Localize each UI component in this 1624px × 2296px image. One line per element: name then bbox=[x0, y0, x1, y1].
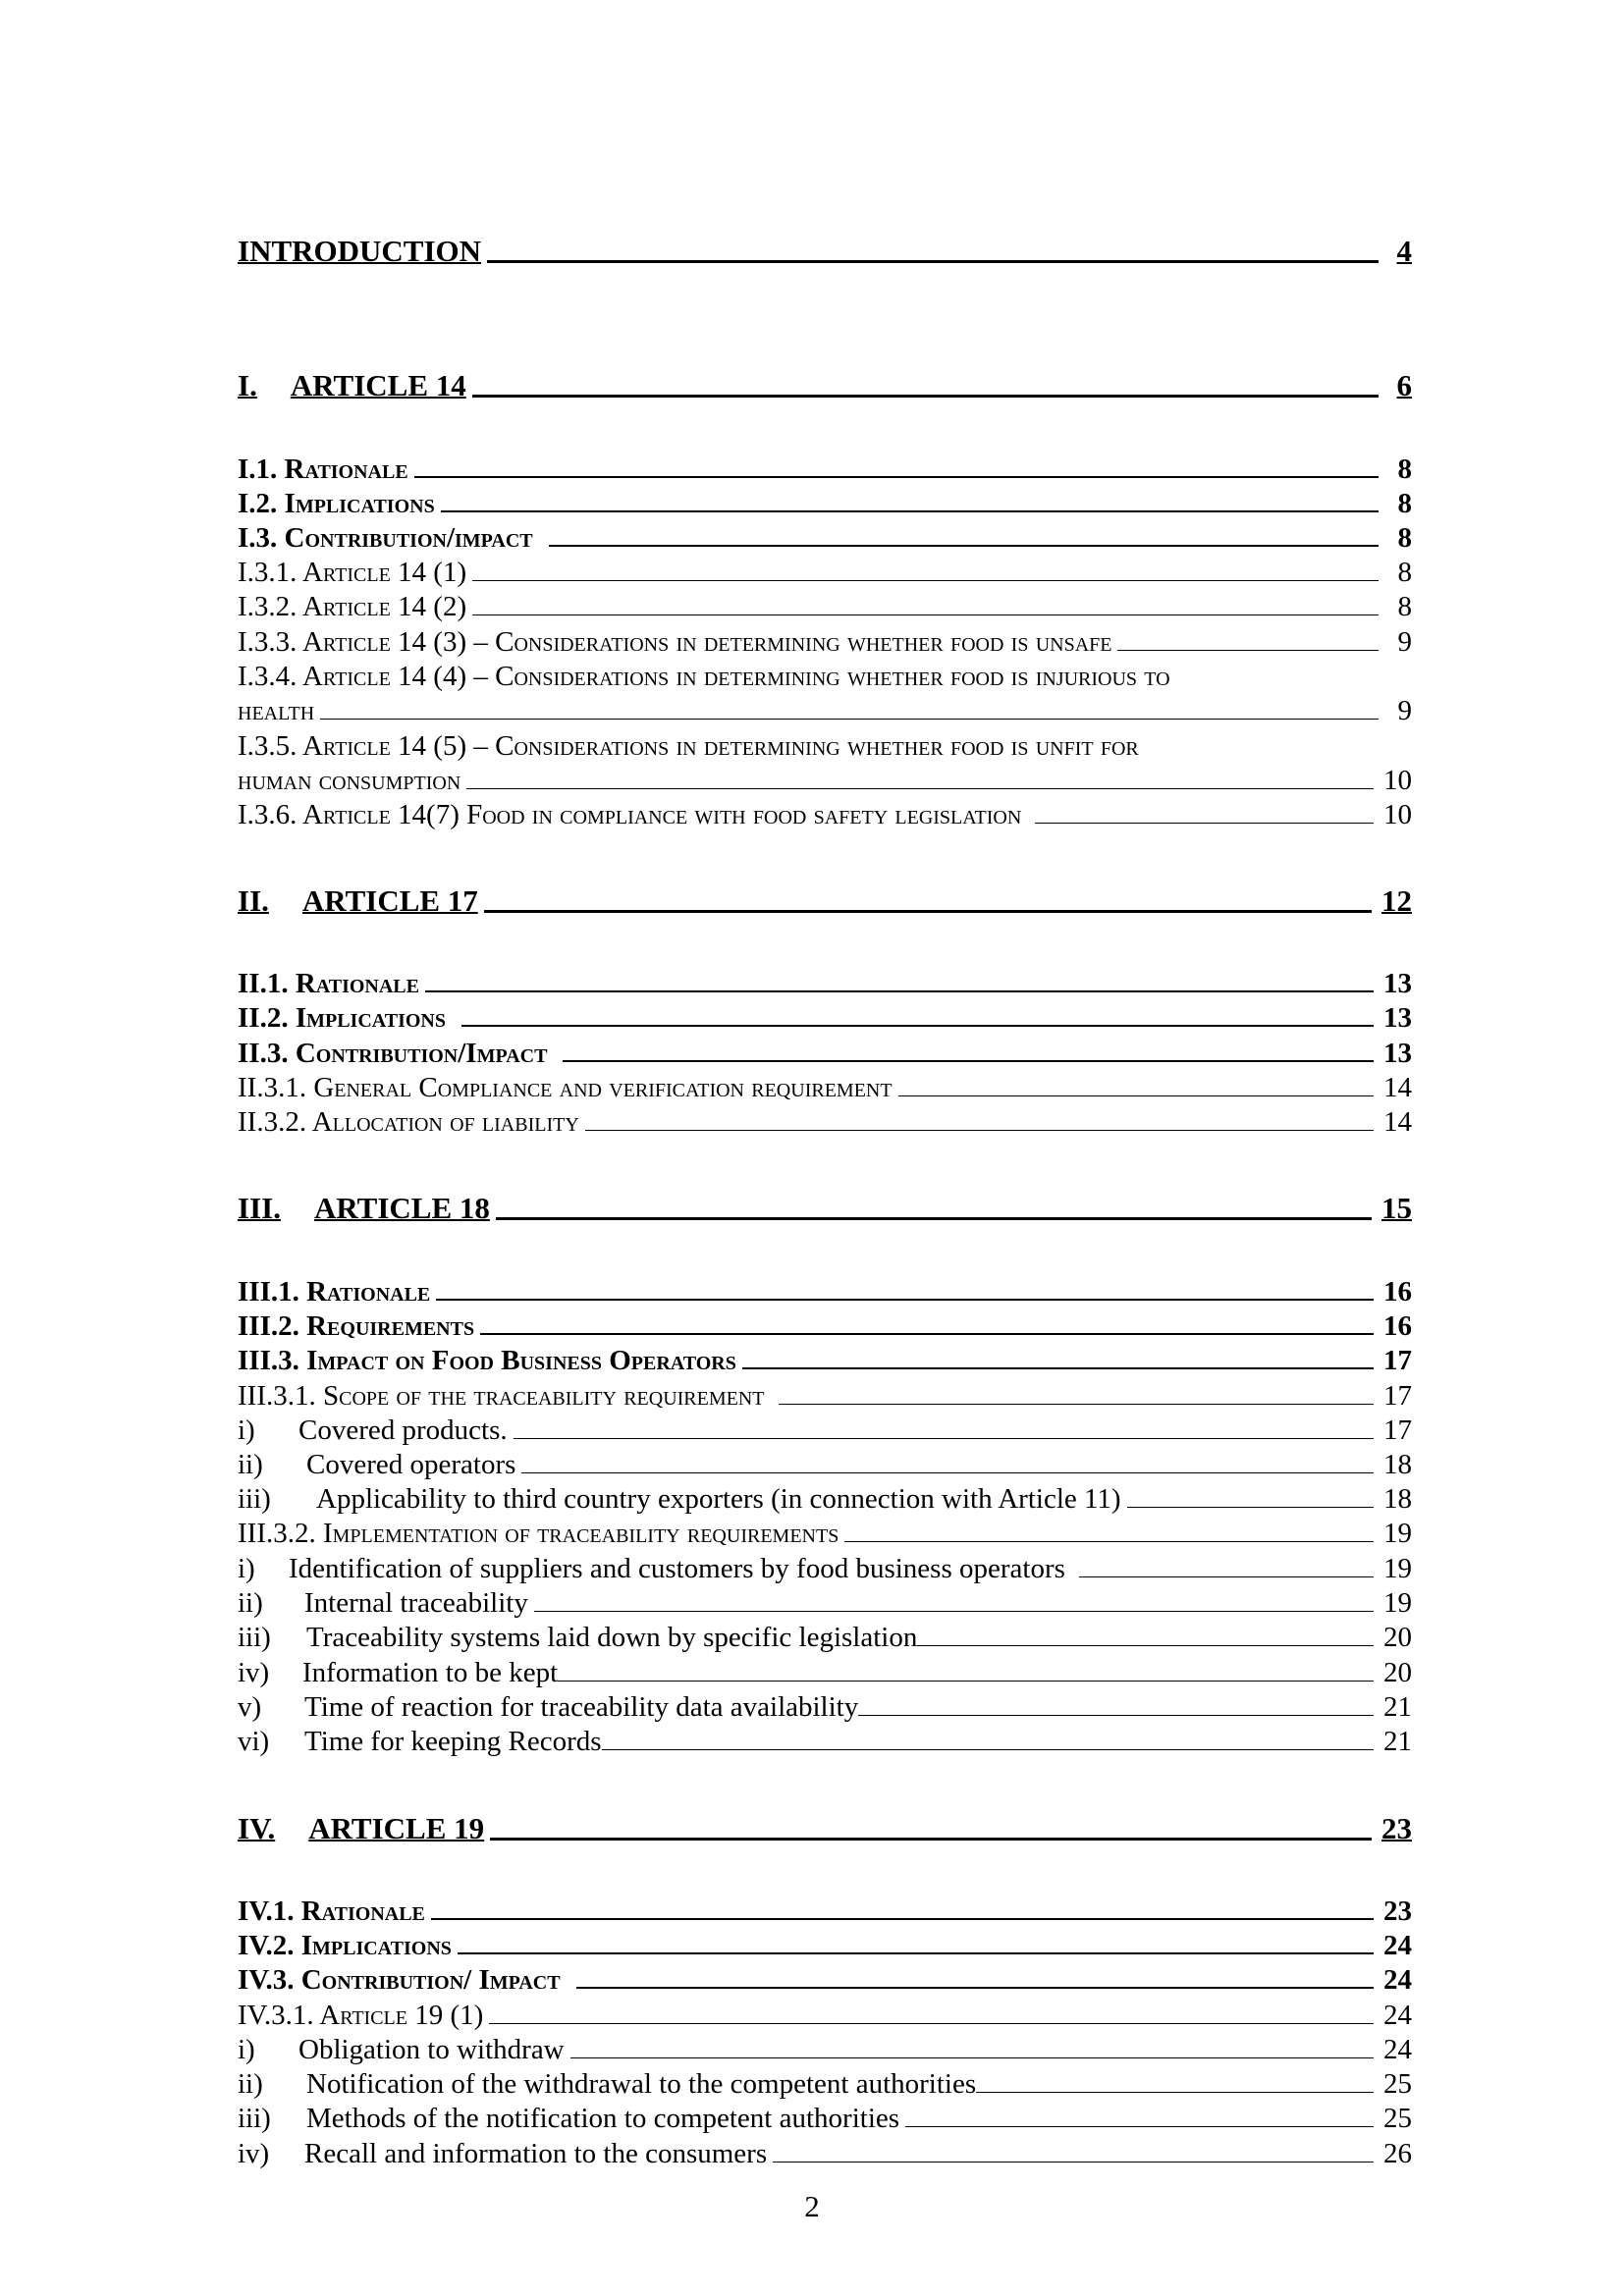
list-marker: iii) bbox=[238, 1483, 271, 1515]
list-marker: ii) bbox=[238, 2068, 263, 2100]
toc-page-number: 14 bbox=[1383, 1106, 1412, 1138]
dot-leader bbox=[1035, 823, 1374, 824]
toc-page-number: 8 bbox=[1397, 488, 1412, 519]
toc-entry[interactable] bbox=[238, 557, 1412, 589]
toc-page-number: 21 bbox=[1383, 1691, 1412, 1723]
toc-entry-text: IV.1. Rationale bbox=[238, 1896, 425, 1927]
toc-entry[interactable] bbox=[238, 799, 1412, 831]
toc-list-item[interactable] bbox=[238, 2103, 1412, 2135]
toc-page-number: 24 bbox=[1383, 2034, 1412, 2065]
toc-page-number: 23 bbox=[1381, 1811, 1412, 1845]
toc-entry-text: Information to be kept bbox=[302, 1657, 559, 1688]
toc-entry-text: Internal traceability bbox=[304, 1587, 528, 1619]
toc-heading-article-19[interactable] bbox=[238, 1811, 1412, 1846]
toc-section-number: II. bbox=[238, 883, 269, 918]
dot-leader bbox=[1127, 1507, 1374, 1508]
toc-entry[interactable] bbox=[238, 488, 1412, 520]
toc-entry[interactable] bbox=[238, 1106, 1412, 1139]
toc-entry-text: II.1. Rationale bbox=[238, 968, 419, 999]
toc-page-number: 21 bbox=[1383, 1726, 1412, 1757]
toc-page-number: 8 bbox=[1397, 522, 1412, 554]
dot-leader bbox=[436, 1299, 1374, 1301]
toc-page-number: 17 bbox=[1383, 1345, 1412, 1376]
toc-entry[interactable] bbox=[238, 591, 1412, 623]
toc-page-number: 9 bbox=[1397, 695, 1412, 726]
list-marker: iii) bbox=[238, 1622, 271, 1653]
toc-entry[interactable] bbox=[238, 1002, 1412, 1035]
toc-entry-text-line1[interactable]: I.3.5. Article 14 (5) – Considerations in determining whether food is unfit for bbox=[238, 730, 1139, 762]
dot-leader bbox=[563, 1060, 1374, 1062]
toc-list-item[interactable] bbox=[238, 1587, 1412, 1620]
toc-entry[interactable] bbox=[238, 626, 1412, 659]
toc-entry-text: Covered products. bbox=[298, 1415, 508, 1446]
toc-entry-text: Recall and information to the consumers bbox=[304, 2138, 768, 2169]
toc-entry-text: III.3.1. Scope of the traceability requirement bbox=[238, 1380, 765, 1412]
dot-leader bbox=[489, 2023, 1374, 2024]
toc-list-item[interactable] bbox=[238, 1691, 1412, 1724]
toc-page-number: 9 bbox=[1397, 626, 1412, 658]
toc-entry-text: Applicability to third country exporters (in connection with Article 11) bbox=[316, 1483, 1121, 1515]
toc-page-number: 23 bbox=[1383, 1896, 1412, 1927]
toc-entry-text: IV.2. Implications bbox=[238, 1930, 452, 1961]
toc-entry[interactable] bbox=[238, 968, 1412, 1000]
toc-list-item[interactable] bbox=[238, 1449, 1412, 1481]
toc-page-number: 13 bbox=[1383, 1002, 1412, 1034]
toc-page-number: 19 bbox=[1383, 1518, 1412, 1549]
dot-leader bbox=[441, 510, 1379, 512]
toc-page-number: 17 bbox=[1383, 1380, 1412, 1412]
dot-leader bbox=[585, 1130, 1374, 1131]
toc-heading-article-14[interactable] bbox=[238, 368, 1412, 403]
dot-leader bbox=[1117, 650, 1379, 651]
list-marker: iv) bbox=[238, 2138, 270, 2169]
dot-leader bbox=[844, 1541, 1374, 1542]
dot-leader bbox=[431, 1918, 1374, 1920]
dot-leader bbox=[320, 719, 1379, 720]
toc-page-number: 8 bbox=[1397, 557, 1412, 588]
toc-entry-text: I.3. Contribution/impact bbox=[238, 522, 533, 554]
toc-list-item[interactable] bbox=[238, 2138, 1412, 2170]
toc-section-number: IV. bbox=[238, 1811, 276, 1845]
toc-entry-text: I.1. Rationale bbox=[238, 454, 408, 485]
toc-list-item[interactable] bbox=[238, 1622, 1412, 1654]
list-marker: ii) bbox=[238, 1587, 263, 1619]
toc-entry-text: IV.3.1. Article 19 (1) bbox=[238, 2000, 484, 2031]
dot-leader bbox=[480, 1333, 1374, 1335]
toc-page-number: 16 bbox=[1383, 1276, 1412, 1308]
list-marker: i) bbox=[238, 1415, 255, 1446]
toc-page-number: 24 bbox=[1383, 2000, 1412, 2031]
toc-entry[interactable] bbox=[238, 695, 1412, 727]
toc-entry[interactable] bbox=[238, 765, 1412, 797]
toc-heading-article-17[interactable] bbox=[238, 883, 1412, 919]
toc-entry[interactable] bbox=[238, 1072, 1412, 1104]
toc-page-number: 6 bbox=[1396, 368, 1412, 402]
toc-entry[interactable] bbox=[238, 1276, 1412, 1308]
toc-entry-text: I.3.2. Article 14 (2) bbox=[238, 591, 467, 622]
toc-entry-text: I.3.1. Article 14 (1) bbox=[238, 557, 467, 588]
toc-page-number: 13 bbox=[1383, 968, 1412, 999]
toc-heading-title: ARTICLE 17 bbox=[301, 883, 478, 918]
toc-entry-text: III.1. Rationale bbox=[238, 1276, 431, 1308]
toc-entry[interactable] bbox=[238, 1896, 1412, 1928]
toc-page-number: 24 bbox=[1383, 1964, 1412, 1996]
toc-entry-text: II.3.1. General Compliance and verification requirement bbox=[238, 1072, 893, 1103]
dot-leader bbox=[484, 910, 1372, 913]
toc-page-number: 18 bbox=[1383, 1483, 1412, 1515]
toc-entry-text: Time of reaction for traceability data availability bbox=[304, 1691, 859, 1723]
dot-leader bbox=[602, 1749, 1374, 1750]
toc-page-number: 10 bbox=[1383, 765, 1412, 796]
toc-entry-text: Covered operators bbox=[306, 1449, 516, 1480]
toc-entry-text-line2: health bbox=[238, 695, 315, 726]
toc-entry-text: Notification of the withdrawal to the competent authorities bbox=[306, 2068, 977, 2100]
toc-entry-text: I.3.3. Article 14 (3) – Considerations in determining whether food is unsafe bbox=[238, 626, 1112, 658]
list-marker: ii) bbox=[238, 1449, 263, 1480]
toc-list-item[interactable] bbox=[238, 1726, 1412, 1758]
dot-leader bbox=[466, 788, 1374, 789]
toc-page-number: 19 bbox=[1383, 1587, 1412, 1619]
toc-entry-text: II.3.2. Allocation of liability bbox=[238, 1106, 579, 1138]
toc-entry[interactable] bbox=[238, 522, 1412, 555]
toc-entry-text: I.3.6. Article 14(7) Food in compliance with food safety legislation bbox=[238, 799, 1022, 830]
toc-list-item[interactable] bbox=[238, 2068, 1412, 2101]
toc-entry-text: II.3. Contribution/Impact bbox=[238, 1038, 548, 1069]
toc-entry[interactable] bbox=[238, 1038, 1412, 1070]
toc-page-number: 4 bbox=[1396, 234, 1412, 268]
toc-page-number: 25 bbox=[1383, 2068, 1412, 2100]
dot-leader bbox=[549, 545, 1379, 547]
dot-leader bbox=[917, 1645, 1374, 1646]
dot-leader bbox=[534, 1611, 1374, 1612]
toc-entry-text: IV.3. Contribution/ Impact bbox=[238, 1964, 561, 1996]
dot-leader bbox=[976, 2092, 1374, 2093]
toc-page-number: 13 bbox=[1383, 1038, 1412, 1069]
toc-heading-article-18[interactable] bbox=[238, 1191, 1412, 1226]
toc-page-number: 12 bbox=[1381, 883, 1412, 918]
toc-entry-text: III.3. Impact on Food Business Operators bbox=[238, 1345, 736, 1376]
dot-leader bbox=[1079, 1576, 1374, 1577]
toc-entry-text: III.2. Requirements bbox=[238, 1310, 475, 1342]
toc-entry[interactable] bbox=[238, 1380, 1412, 1413]
dot-leader bbox=[496, 1217, 1372, 1220]
toc-list-item[interactable] bbox=[238, 1483, 1412, 1516]
toc-heading-title: ARTICLE 18 bbox=[313, 1191, 490, 1225]
list-marker: i) bbox=[238, 1553, 255, 1584]
toc-entry[interactable] bbox=[238, 1345, 1412, 1377]
page-number: 2 bbox=[804, 2189, 820, 2223]
toc-entry[interactable] bbox=[238, 2000, 1412, 2032]
toc-entry-text: Time for keeping Records bbox=[304, 1726, 602, 1757]
dot-leader bbox=[472, 395, 1379, 398]
toc-page-number: 25 bbox=[1383, 2103, 1412, 2134]
toc-entry-text: I.2. Implications bbox=[238, 488, 435, 519]
toc-entry[interactable] bbox=[238, 1518, 1412, 1550]
toc-page-number: 10 bbox=[1383, 799, 1412, 830]
dot-leader bbox=[558, 1681, 1374, 1682]
list-marker: vi) bbox=[238, 1726, 270, 1757]
toc-section-number: III. bbox=[238, 1191, 281, 1225]
toc-page-number: 20 bbox=[1383, 1622, 1412, 1653]
toc-section-number: I. bbox=[238, 368, 257, 402]
dot-leader bbox=[905, 2126, 1374, 2127]
toc-list-item[interactable] bbox=[238, 2034, 1412, 2066]
dot-leader bbox=[521, 1472, 1374, 1473]
dot-leader bbox=[472, 580, 1379, 581]
dot-leader bbox=[773, 2162, 1374, 2163]
toc-list-item[interactable] bbox=[238, 1553, 1412, 1585]
dot-leader bbox=[858, 1715, 1374, 1716]
toc-page-number: 17 bbox=[1383, 1415, 1412, 1446]
toc-heading-introduction[interactable] bbox=[238, 234, 1412, 269]
toc-list-item[interactable] bbox=[238, 1657, 1412, 1689]
toc-page-number: 20 bbox=[1383, 1657, 1412, 1688]
list-marker: i) bbox=[238, 2034, 255, 2065]
toc-page-number: 24 bbox=[1383, 1930, 1412, 1961]
toc-entry-text: II.2. Implications bbox=[238, 1002, 446, 1034]
toc-entry-text: III.3.2. Implementation of traceability requirements bbox=[238, 1518, 839, 1549]
toc-page-number: 8 bbox=[1397, 454, 1412, 485]
toc-entry[interactable] bbox=[238, 454, 1412, 486]
toc-page-number: 26 bbox=[1383, 2138, 1412, 2169]
toc-entry-text-line2: human consumption bbox=[238, 765, 461, 796]
toc-entry-text: Traceability systems laid down by specific legislation bbox=[306, 1622, 918, 1653]
toc-page-number: 18 bbox=[1383, 1449, 1412, 1480]
dot-leader bbox=[779, 1404, 1374, 1405]
toc-heading-title: ARTICLE 19 bbox=[308, 1811, 485, 1845]
dot-leader bbox=[490, 1838, 1372, 1841]
list-marker: iii) bbox=[238, 2103, 271, 2134]
toc-list-item[interactable] bbox=[238, 1415, 1412, 1447]
toc-page-number: 14 bbox=[1383, 1072, 1412, 1103]
toc-page-number: 15 bbox=[1381, 1191, 1412, 1225]
toc-heading-title: ARTICLE 14 bbox=[290, 368, 466, 402]
list-marker: iv) bbox=[238, 1657, 270, 1688]
dot-leader bbox=[514, 1438, 1374, 1439]
toc-heading-title: INTRODUCTION bbox=[238, 234, 482, 268]
toc-entry-text: Identification of suppliers and customers by food business operators bbox=[289, 1553, 1065, 1584]
toc-entry[interactable] bbox=[238, 1310, 1412, 1343]
dot-leader bbox=[576, 1987, 1374, 1989]
toc-page-number: 19 bbox=[1383, 1553, 1412, 1584]
dot-leader bbox=[458, 1952, 1374, 1954]
toc-page-number: 16 bbox=[1383, 1310, 1412, 1342]
toc-entry-text: Obligation to withdraw bbox=[298, 2034, 565, 2065]
dot-leader bbox=[472, 614, 1379, 615]
dot-leader bbox=[742, 1367, 1374, 1369]
toc-entry-text-line1[interactable]: I.3.4. Article 14 (4) – Considerations in determining whether food is injurious to bbox=[238, 661, 1170, 692]
dot-leader bbox=[414, 476, 1379, 478]
dot-leader bbox=[898, 1095, 1374, 1096]
dot-leader bbox=[425, 990, 1374, 992]
dot-leader bbox=[461, 1025, 1374, 1027]
dot-leader bbox=[487, 260, 1379, 263]
toc-entry-text: Methods of the notification to competent authorities bbox=[306, 2103, 900, 2134]
dot-leader bbox=[570, 2057, 1374, 2058]
toc-page-number: 8 bbox=[1397, 591, 1412, 622]
toc-entry[interactable] bbox=[238, 1964, 1412, 1997]
list-marker: v) bbox=[238, 1691, 262, 1723]
toc-entry[interactable] bbox=[238, 1930, 1412, 1962]
